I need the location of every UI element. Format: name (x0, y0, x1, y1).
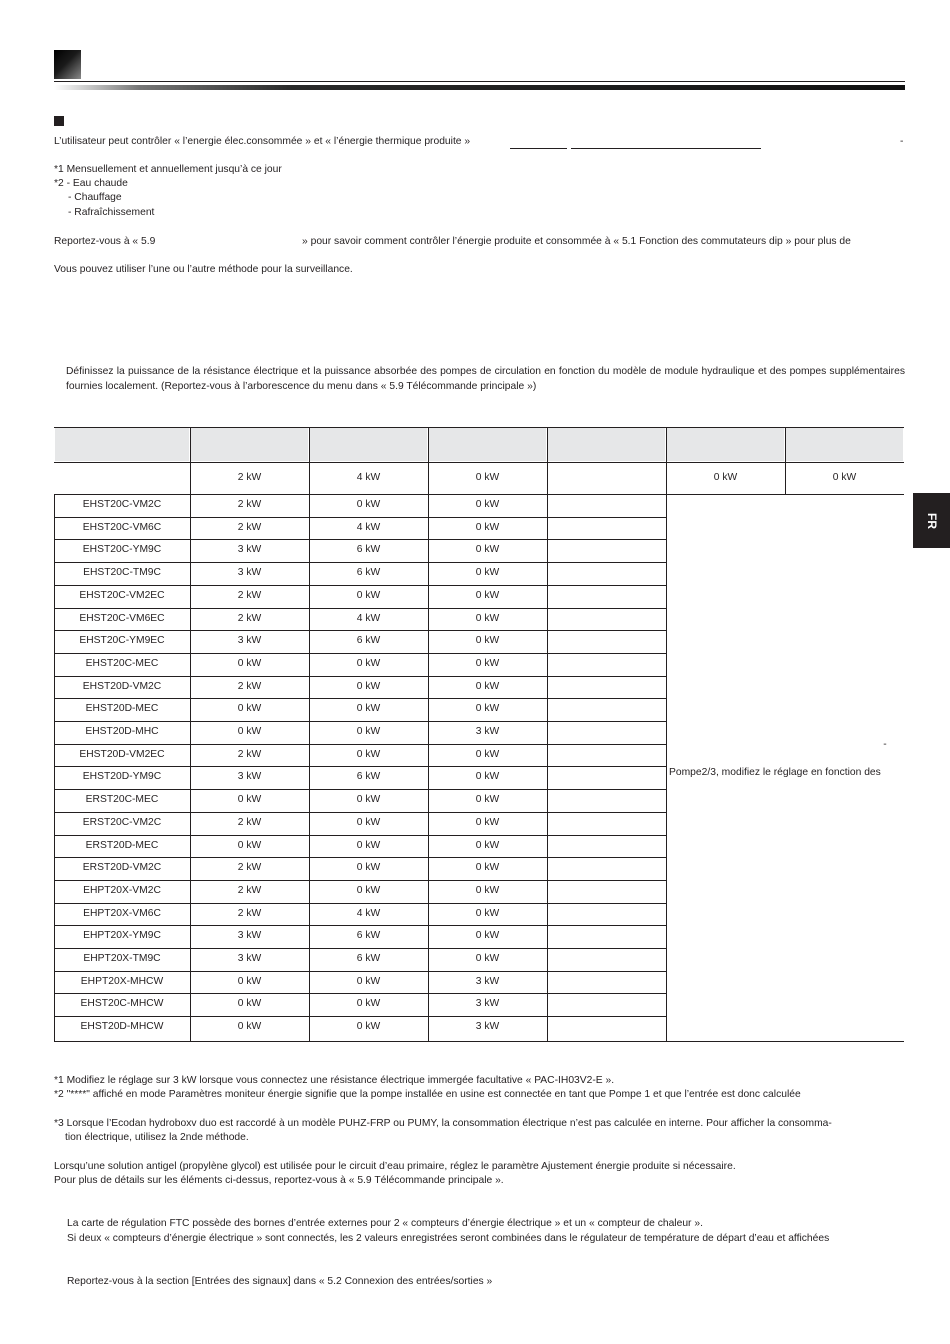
antifreeze-note: Lorsqu’une solution antigel (propylène glycol) est utilisée pour le circuit d’eau primaire, réglez le paramètre Ajustement énergie produite si nécessaire. (54, 1161, 736, 1172)
table-value-cell: 0 kW (356, 726, 381, 737)
bottom-note-3a: *3 Lorsque l’Ecodan hydroboxv duo est raccordé à un modèle PUHZ-FRP ou PUMY, la consommation électrique n’est pas calculée en interne. Pour afficher la consomma- (54, 1118, 832, 1129)
table-col-rule-header (666, 427, 667, 462)
table-model-cell: EHST20C-VM2EC (79, 589, 165, 601)
table-model-cell: EHPT20X-MHCW (80, 975, 164, 987)
table-value-cell: 0 kW (475, 884, 500, 896)
table-default-cell: 2 kW (237, 472, 262, 483)
table-model-cell: EHST20D-VM2EC (79, 748, 165, 760)
table-value-cell: 0 kW (356, 657, 381, 669)
table-value-cell: 0 kW (475, 748, 500, 760)
table-model-cell: EHST20D-VM2C (82, 680, 162, 692)
note-2: *2 - Eau chaude (54, 178, 128, 189)
table-model-cell: EHST20C-MEC (85, 657, 159, 669)
table-value-cell: 0 kW (475, 953, 500, 964)
table-value-cell: 3 kW (237, 771, 262, 783)
table-value-cell: 3 kW (237, 635, 262, 647)
table-value-cell: 3 kW (237, 953, 262, 964)
table-value-cell: 2 kW (237, 680, 262, 692)
table-value-cell: 3 kW (475, 998, 500, 1010)
method2-line-1: La carte de régulation FTC possède des bornes d’entrée externes pour 2 « compteurs d’énergie électrique » et un « compteur de chaleur ». (67, 1218, 703, 1229)
table-col-rule-body (666, 494, 667, 1041)
table-value-cell: 3 kW (237, 544, 262, 556)
table-value-cell: 4 kW (356, 521, 381, 533)
table-value-cell: 0 kW (475, 612, 500, 624)
refer-right: » pour savoir comment contrôler l’énergie produite et consommée à « 5.1 Fonction des commutateurs dip » pour plus de (302, 236, 851, 247)
table-rule-top (54, 427, 904, 428)
table-value-cell: 2 kW (237, 748, 262, 760)
header-rule-thick (54, 85, 905, 90)
table-value-cell: 4 kW (356, 907, 381, 919)
table-value-cell: 0 kW (356, 1021, 381, 1033)
table-value-cell: 0 kW (475, 499, 500, 510)
table-model-cell: ERST20C-MEC (85, 794, 159, 806)
table-model-cell: EHPT20X-TM9C (83, 953, 161, 964)
table-col-rule-body (547, 494, 548, 1041)
table-value-cell: 3 kW (237, 930, 262, 942)
table-model-cell: ERST20D-VM2C (82, 862, 162, 874)
table-value-cell: 4 kW (356, 612, 381, 624)
table-model-cell: ERST20D-MEC (85, 839, 159, 851)
table-value-cell: 0 kW (356, 816, 381, 828)
table-value-cell: 0 kW (475, 907, 500, 919)
table-model-cell: EHST20D-YM9C (82, 771, 162, 783)
table-model-cell: EHST20D-MEC (85, 703, 159, 715)
table-value-cell: 3 kW (475, 1021, 500, 1033)
table-default-cell (54, 467, 190, 489)
table-value-cell: 6 kW (356, 544, 381, 556)
table-value-cell: 3 kW (475, 726, 500, 737)
table-model-cell: EHST20C-MHCW (80, 998, 164, 1010)
header-rule-thin (54, 81, 905, 82)
table-value-cell: 0 kW (475, 862, 500, 874)
intro-underline-2 (571, 148, 761, 149)
section-marker-block (54, 50, 81, 79)
table-value-cell: 0 kW (356, 748, 381, 760)
method2-line-3: Reportez-vous à la section [Entrées des signaux] dans « 5.2 Connexion des entrées/sorties » (67, 1276, 493, 1287)
table-value-cell: 0 kW (237, 1021, 262, 1033)
table-value-cell: 0 kW (475, 816, 500, 828)
details-note: Pour plus de détails sur les éléments ci-dessus, reportez-vous à « 5.9 Télécommande principale ». (54, 1175, 504, 1186)
table-value-cell: 0 kW (237, 794, 262, 806)
intro-dash: - (900, 136, 904, 147)
table-value-cell: 3 kW (237, 567, 262, 579)
table-header-cell (667, 428, 784, 461)
table-value-cell: 0 kW (475, 794, 500, 806)
table-value-cell: 6 kW (356, 953, 381, 964)
table-default-cell: 0 kW (713, 472, 738, 483)
table-value-cell: 2 kW (237, 884, 262, 896)
note-2a: - Chauffage (68, 192, 122, 203)
table-header-cell (55, 428, 189, 461)
subsection-square-icon (54, 116, 64, 126)
table-col-rule-header (428, 427, 429, 462)
table-value-cell: 0 kW (356, 862, 381, 874)
table-value-cell: 6 kW (356, 635, 381, 647)
table-model-cell: EHST20D-MHC (85, 726, 159, 737)
intro-underline-1 (510, 148, 567, 149)
table-value-cell: 2 kW (237, 907, 262, 919)
language-tab-fr: FR (913, 493, 950, 548)
table-col-rule-header (190, 427, 191, 462)
table-model-cell: EHST20C-VM6C (82, 521, 162, 533)
table-value-cell: 0 kW (356, 998, 381, 1010)
table-default-cell: 0 kW (832, 472, 857, 483)
table-value-cell: 0 kW (237, 657, 262, 669)
method2-line-2: Si deux « compteurs d’énergie électrique » sont connectés, les 2 valeurs enregistrées seront combinées dans le régulateur de température de départ d’eau et affichées (67, 1233, 830, 1244)
table-header-cell (429, 428, 546, 461)
table-value-cell: 0 kW (356, 680, 381, 692)
table-default-cell: 4 kW (356, 472, 381, 483)
table-value-cell: 6 kW (356, 930, 381, 942)
table-value-cell: 0 kW (356, 794, 381, 806)
define-paragraph: Définissez la puissance de la résistance électrique et la puissance absorbée des pompes de circulation en fonction du modèle de module hydraulique et des pompes supplémentaires fournies localement. (Reportez-vous à l’arborescence du menu dans « 5.9 Télécommande principale ») (66, 366, 905, 392)
table-value-cell: 2 kW (237, 589, 262, 601)
table-model-cell: EHST20D-MHCW (80, 1021, 164, 1033)
table-default-cell (547, 467, 666, 489)
table-value-cell: 0 kW (475, 567, 500, 579)
table-default-cell: 0 kW (475, 472, 500, 483)
note-1: *1 Mensuellement et annuellement jusqu’à ce jour (54, 164, 282, 175)
table-value-cell: 2 kW (237, 612, 262, 624)
refer-left: Reportez-vous à « 5.9 (54, 236, 156, 247)
table-value-cell: 2 kW (237, 816, 262, 828)
table-model-cell: EHPT20X-YM9C (83, 930, 161, 942)
table-col-rule-header (547, 427, 548, 462)
table-model-cell: EHST20C-VM6EC (79, 612, 165, 624)
methods-note: Vous pouvez utiliser l’une ou l’autre méthode pour la surveillance. (54, 264, 353, 275)
table-value-cell: 0 kW (475, 635, 500, 647)
table-value-cell: 0 kW (356, 703, 381, 715)
table-value-cell: 2 kW (237, 499, 262, 510)
table-value-cell: 0 kW (475, 544, 500, 556)
table-model-cell: EHST20C-VM2C (82, 499, 162, 510)
table-col-rule-header (785, 427, 786, 462)
bottom-note-3b: tion électrique, utilisez la 2nde méthode. (65, 1132, 249, 1143)
table-value-cell: 6 kW (356, 567, 381, 579)
table-header-cell (310, 428, 427, 461)
table-value-cell: 0 kW (237, 703, 262, 715)
table-merged-text: Pompe2/3, modifiez le réglage en fonction des (669, 767, 881, 778)
note-2b: - Rafraîchissement (68, 207, 155, 218)
table-value-cell: 0 kW (237, 998, 262, 1010)
bottom-note-2: *2 "****" affiché en mode Paramètres moniteur énergie signifie que la pompe installée en usine est connectée en tant que Pompe 1 et que l’entrée est donc calculée (54, 1089, 801, 1100)
table-value-cell: 0 kW (356, 839, 381, 851)
table-value-cell: 0 kW (475, 839, 500, 851)
table-header-cell (548, 428, 665, 461)
table-value-cell: 0 kW (475, 521, 500, 533)
table-value-cell: 0 kW (356, 884, 381, 896)
table-value-cell: 0 kW (356, 975, 381, 987)
table-col-rule-header (309, 427, 310, 462)
table-header-cell (191, 428, 308, 461)
table-model-cell: EHPT20X-VM2C (83, 884, 161, 896)
table-model-cell: EHST20C-YM9C (82, 544, 162, 556)
table-rule-header (54, 462, 904, 463)
table-header-cell (786, 428, 903, 461)
table-value-cell: 2 kW (237, 862, 262, 874)
bottom-note-1: *1 Modifiez le réglage sur 3 kW lorsque vous connectez une résistance électrique immergée facultative « PAC-IH03V2-E ». (54, 1075, 615, 1086)
table-rule-bottom (54, 1041, 904, 1042)
table-value-cell: 2 kW (237, 521, 262, 533)
table-value-cell: 0 kW (237, 726, 262, 737)
table-value-cell: 0 kW (475, 589, 500, 601)
table-value-cell: 3 kW (475, 975, 500, 987)
table-value-cell: 0 kW (356, 499, 381, 510)
table-merged-dash: - (883, 739, 887, 750)
table-value-cell: 0 kW (475, 930, 500, 942)
table-value-cell: 0 kW (475, 703, 500, 715)
table-value-cell: 0 kW (475, 680, 500, 692)
table-value-cell: 0 kW (356, 589, 381, 601)
table-model-cell: EHST20C-TM9C (83, 567, 161, 579)
table-value-cell: 0 kW (475, 657, 500, 669)
table-model-cell: EHPT20X-VM6C (83, 907, 161, 919)
table-value-cell: 0 kW (475, 771, 500, 783)
intro-line: L’utilisateur peut contrôler « l’energie élec.consommée » et « l’énergie thermique produite » (54, 136, 471, 147)
table-value-cell: 0 kW (237, 839, 262, 851)
table-value-cell: 6 kW (356, 771, 381, 783)
table-model-cell: EHST20C-YM9EC (79, 635, 165, 647)
table-value-cell: 0 kW (237, 975, 262, 987)
table-model-cell: ERST20C-VM2C (82, 816, 162, 828)
